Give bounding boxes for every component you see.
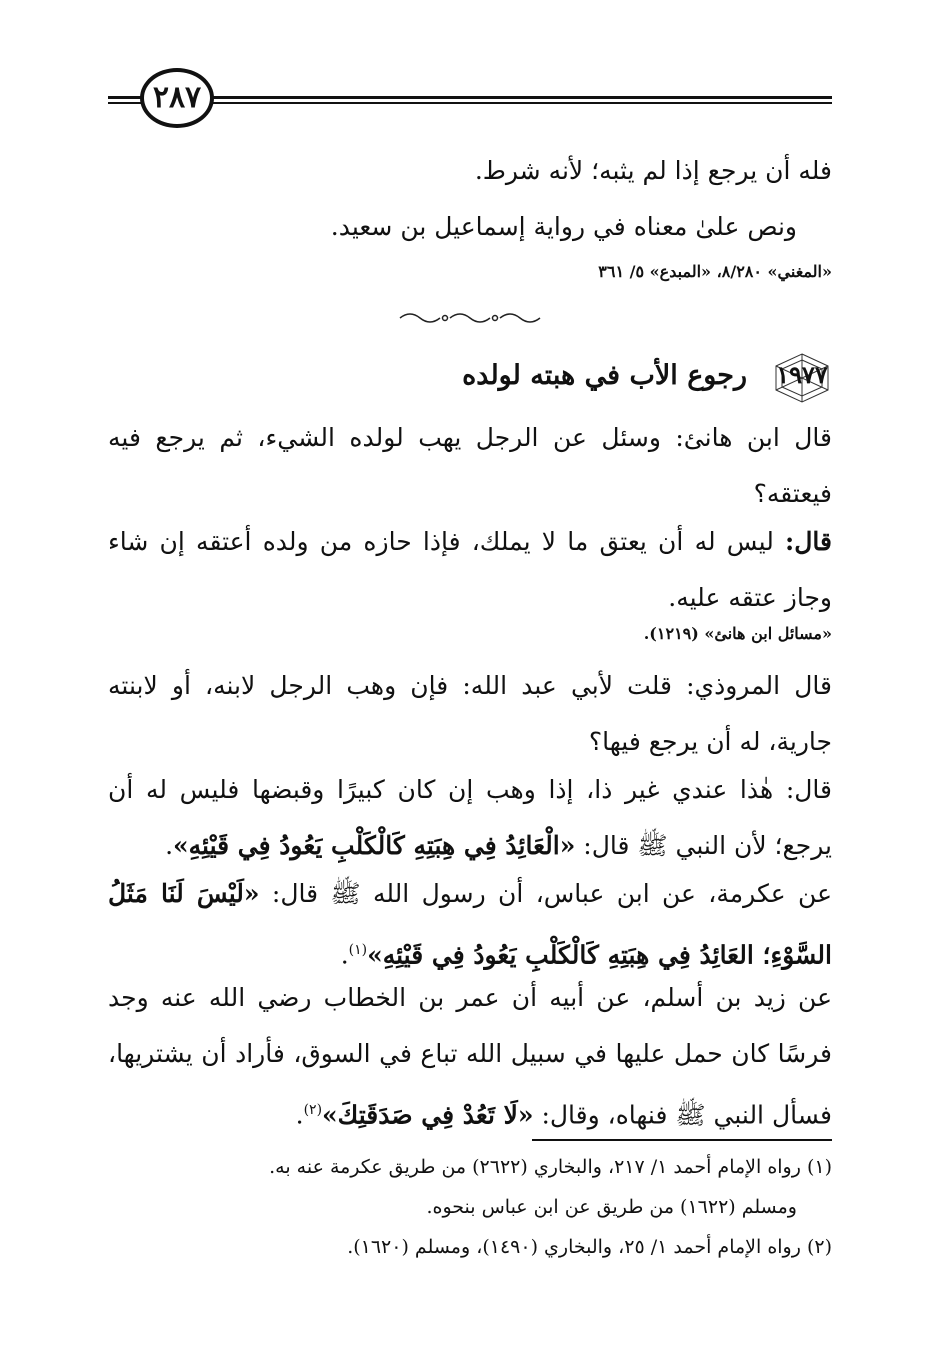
text-line: ونص علىٰ معناه في رواية إسماعيل بن سعيد. xyxy=(330,212,797,241)
paragraph xyxy=(108,762,832,874)
punctuation: . xyxy=(165,831,174,860)
paragraph xyxy=(108,970,832,1143)
hadith-quote: «الْعَائِدُ فِي هِبَتِهِ كَالْكَلْبِ يَعُودُ فِي قَيْئِهِ» xyxy=(173,831,576,860)
paragraph-text: عن زيد بن أسلم، عن أبيه أن عمر بن الخطاب رضي الله عنه وجد فرسًا كان حمل عليها في سبيل الله تباع في السوق، فأراد أن يشتريها، فسأل النبي ﷺ فنهاه، وقال: xyxy=(108,983,832,1130)
answer-text: ليس له أن يعتق ما لا يملك، فإذا حازه من ولده أعتقه إن شاء وجاز عتقه عليه. xyxy=(108,527,832,612)
paragraph xyxy=(108,866,832,983)
entry-title: رجوع الأب في هبته لولده xyxy=(462,360,747,391)
footnote-ref: (٢) xyxy=(303,1102,323,1118)
source-citation: «مسائل ابن هانئ» (١٢١٩). xyxy=(643,624,832,643)
paragraph xyxy=(108,514,832,626)
footnote-rule xyxy=(532,1139,832,1141)
header-rule-thin xyxy=(108,102,832,104)
paragraph: قال المروذي: قلت لأبي عبد الله: فإن وهب الرجل لابنه، أو لابنته جارية، له أن يرجع فيها؟ xyxy=(108,671,832,756)
footnote: (١) رواه الإمام أحمد ١/ ٢١٧، والبخاري (٢٦٢٢) من طريق عكرمة عنه به. xyxy=(269,1156,832,1178)
hadith-quote: «لَا تَعُدْ فِي صَدَقَتِكَ» xyxy=(322,1100,534,1130)
header-rule xyxy=(108,96,832,99)
answer-label: قال: xyxy=(785,527,832,556)
footnote: (٢) رواه الإمام أحمد ١/ ٢٥، والبخاري (١٤٩٠)، ومسلم (١٦٢٠). xyxy=(347,1236,832,1258)
punctuation: . xyxy=(340,940,349,970)
source-citation: «المغني» ٨/٢٨٠، «المبدع» ٥/ ٣٦١ xyxy=(598,262,832,281)
hadith-quote: «لَيْسَ لَنَا مَثَلُ السَّوْءِ؛ العَائِدُ فِي هِبَتِهِ كَالْكَلْبِ يَعُودُ فِي قَيْئِهِ» xyxy=(108,879,832,970)
punctuation: . xyxy=(295,1100,304,1130)
text-line: فله أن يرجع إذا لم يثبه؛ لأنه شرط. xyxy=(474,156,832,185)
footnote: ومسلم (١٦٢٢) من طريق عن ابن عباس بنحوه. xyxy=(426,1196,797,1218)
paragraph: قال ابن هانئ: وسئل عن الرجل يهب لولده الشيء، ثم يرجع فيه فيعتقه؟ xyxy=(108,423,832,508)
ornament-divider-icon xyxy=(395,308,545,328)
paragraph-text: عن عكرمة، عن ابن عباس، أن رسول الله ﷺ قال: xyxy=(259,879,832,908)
paragraph-text: قال: هٰذا عندي غير ذا، إذا وهب إن كان كبيرًا وقبضها فليس له أن يرجع؛ لأن النبي ﷺ قال: xyxy=(108,775,832,860)
footnote-ref: (١) xyxy=(348,942,368,958)
page-number: ٢٨٧ xyxy=(140,68,214,128)
entry-number: ١٩٧٧ xyxy=(776,360,828,389)
